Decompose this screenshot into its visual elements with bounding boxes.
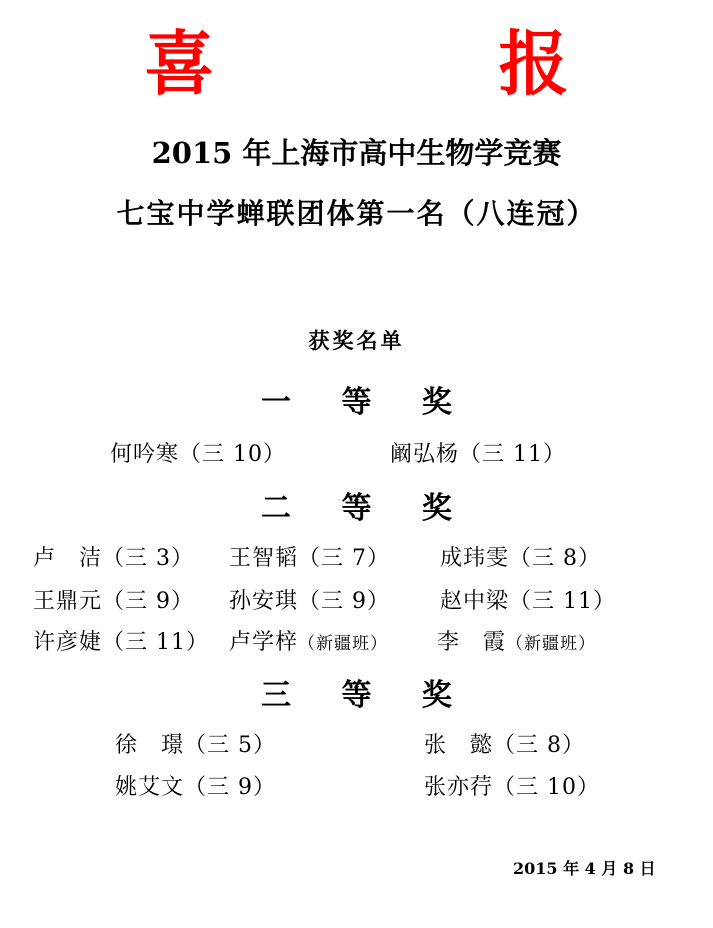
winner-name: 卢学梓 [229,630,299,655]
winner-class: （新疆班） [506,634,597,654]
third-prize-heading: 三 等 奖 [261,678,472,713]
second-prize-winner: 王智韬（三 7） [229,546,390,571]
first-prize-heading: 一 等 奖 [261,385,472,420]
second-prize-winner: 赵中梁（三 11） [440,589,616,614]
winner-class: （新疆班） [298,634,389,654]
second-prize-winner [437,628,596,659]
second-prize-heading: 二 等 奖 [261,491,472,526]
third-prize-winner: 徐 璟（三 5） [115,733,276,758]
second-prize-winner: 王鼎元（三 9） [33,589,194,614]
third-prize-winner: 张亦荇（三 10） [424,775,600,800]
first-prize-winner: 何吟寒（三 10） [110,442,286,467]
second-prize-winner: 孙安琪（三 9） [229,589,390,614]
award-list-title: 获奖名单 [308,329,405,353]
third-prize-winner: 张 懿（三 8） [424,733,585,758]
page-title: 喜 报 [144,23,699,105]
first-prize-winner: 阚弘杨（三 11） [390,442,566,467]
team-result-headline: 七宝中学蝉联团体第一名（八连冠） [116,197,597,230]
competition-headline: 2015 年上海市高中生物学竞赛 [151,136,562,170]
announcement-date: 2015 年 4 月 8 日 [513,859,656,878]
second-prize-winner: 卢 洁（三 3） [33,546,194,571]
second-prize-winner [229,628,388,659]
second-prize-winner: 许彦婕（三 11） [33,630,209,655]
winner-name: 李 霞 [437,630,507,655]
third-prize-winner: 姚艾文（三 9） [115,775,276,800]
second-prize-winner: 成玮雯（三 8） [440,546,601,571]
